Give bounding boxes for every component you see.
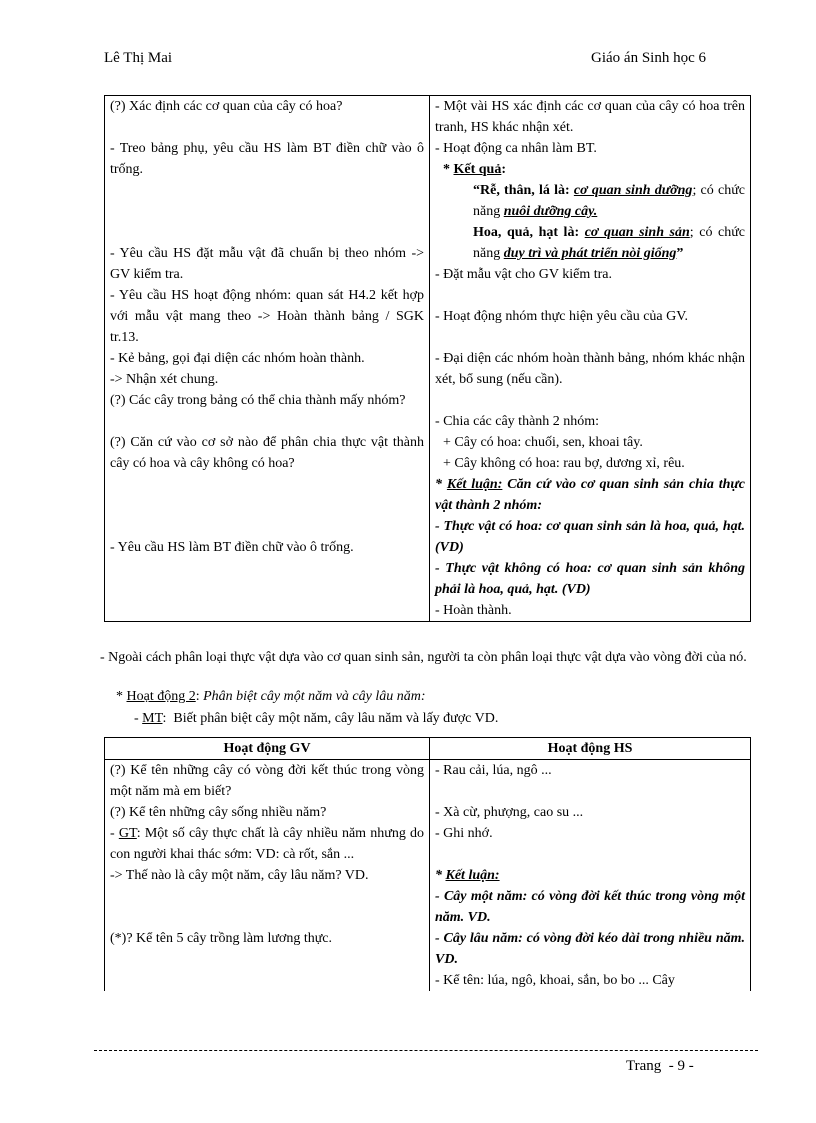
gv-gt: - GT: Một số cây thực chất là cây nhiều năm nhưng do con người khai thác sớm: VD: cà rốt, sắn ... bbox=[110, 826, 424, 862]
gv-q4: (*)? Kể tên 5 cây trồng làm lương thực. bbox=[110, 931, 333, 946]
gv-question-groups: (?) Các cây trong bảng có thể chia thành mấy nhóm? bbox=[110, 393, 406, 408]
hs-group: - Hoạt động nhóm thực hiện yêu cầu của GV. bbox=[435, 309, 689, 324]
column-header-hs: Hoạt động HS bbox=[430, 738, 751, 760]
hs-done: - Hoàn thành. bbox=[435, 603, 512, 618]
header-subject: Giáo án Sinh học 6 bbox=[591, 50, 706, 66]
hs-a1: - Rau cải, lúa, ngô ... bbox=[435, 763, 552, 778]
hs-conclusion-perennial: - Cây lâu năm: có vòng đời kéo dài trong nhiều năm. VD. bbox=[435, 931, 745, 967]
gv-question-organs: (?) Xác định các cơ quan của cây có hoa? bbox=[110, 99, 343, 114]
result-line-2: Hoa, quả, hạt là: cơ quan sinh sản; có chức năng duy trì và phát triển nòi giống” bbox=[473, 225, 746, 261]
hs-cell bbox=[430, 96, 751, 622]
hs-flower: + Cây có hoa: chuối, sen, khoai tây. bbox=[443, 435, 643, 450]
result-label: Kết quả bbox=[453, 162, 502, 177]
table-row bbox=[105, 96, 751, 622]
hs-a4: - Kể tên: lúa, ngô, khoai, sắn, bo bo ... Cây bbox=[435, 973, 675, 988]
gv-comment: -> Nhận xét chung. bbox=[110, 372, 219, 387]
gv-question-basis: (?) Căn cứ vào cơ sở nào để phân chia thực vật thành cây có hoa và cây không có hoa? bbox=[110, 435, 424, 471]
objective: - MT: Biết phân biệt cây một năm, cây lâu năm và lấy được VD. bbox=[134, 711, 499, 726]
hs-intro: - Một vài HS xác định các cơ quan của cây có hoa trên tranh, HS khác nhận xét. bbox=[435, 99, 745, 135]
paragraph-classification: - Ngoài cách phân loại thực vật dựa vào cơ quan sinh sản, người ta còn phân loại thực vật dựa vào vòng đời của nó. bbox=[100, 650, 747, 665]
hs-divide: - Chia các cây thành 2 nhóm: bbox=[435, 414, 600, 429]
footer-divider bbox=[94, 1050, 758, 1051]
activity-2-heading: * Hoạt động 2: Phân biệt cây một năm và cây lâu năm: bbox=[116, 689, 426, 704]
gv-cell-2 bbox=[105, 760, 430, 992]
gv-table-task: - Kẻ bảng, gọi đại diện các nhóm hoàn thành. bbox=[110, 351, 365, 366]
hs-cell-2 bbox=[430, 760, 751, 992]
gv-cell bbox=[105, 96, 430, 622]
page-number: Trang - 9 - bbox=[626, 1058, 694, 1074]
gv-fill-task: - Treo bảng phụ, yêu cầu HS làm BT điền chữ vào ô trống. bbox=[110, 141, 424, 177]
result-heading: * Kết quả: bbox=[443, 162, 507, 177]
column-header-gv: Hoạt động GV bbox=[105, 738, 430, 760]
hs-noflower: + Cây không có hoa: rau bợ, dương xỉ, rêu. bbox=[443, 456, 685, 471]
conclusion: * Kết luận: Căn cứ vào cơ quan sinh sản chia thực vật thành 2 nhóm: bbox=[435, 477, 746, 513]
activity-table-2 bbox=[104, 737, 751, 991]
gv-q3: -> Thế nào là cây một năm, cây lâu năm? VD. bbox=[110, 868, 369, 883]
table-row bbox=[105, 760, 751, 992]
table-header-row bbox=[105, 738, 751, 760]
conclusion-noflower: - Thực vật không có hoa: cơ quan sinh sản không phải là hoa, quả, hạt. (VD) bbox=[435, 561, 745, 597]
hs-conclusion-heading: * Kết luận: bbox=[435, 868, 500, 883]
hs-specimen: - Đặt mẫu vật cho GV kiểm tra. bbox=[435, 267, 613, 282]
hs-task: - Hoạt động ca nhân làm BT. bbox=[435, 141, 597, 156]
result-line-1: “Rễ, thân, lá là: cơ quan sinh dưỡng; có chức năng nuôi dưỡng cây. bbox=[473, 183, 745, 219]
hs-conclusion-annual: - Cây một năm: có vòng đời kết thúc trong vòng một năm. VD. bbox=[435, 889, 745, 925]
gv-q2: (?) Kể tên những cây sống nhiều năm? bbox=[110, 805, 327, 820]
gv-specimen: - Yêu cầu HS đặt mẫu vật đã chuẩn bị theo nhóm -> GV kiểm tra. bbox=[110, 246, 424, 282]
hs-a3: - Ghi nhớ. bbox=[435, 826, 493, 841]
hs-a2: - Xà cừ, phượng, cao su ... bbox=[435, 805, 584, 820]
gv-q1: (?) Kể tên những cây có vòng đời kết thúc trong vòng một năm mà em biết? bbox=[110, 763, 424, 799]
activity-table-1 bbox=[104, 95, 751, 622]
conclusion-flower: - Thực vật có hoa: cơ quan sinh sản là hoa, quả, hạt. (VD) bbox=[435, 519, 745, 555]
hs-table: - Đại diện các nhóm hoàn thành bảng, nhóm khác nhận xét, bổ sung (nếu cần). bbox=[435, 351, 745, 387]
header-author: Lê Thị Mai bbox=[104, 50, 173, 66]
gv-fill-task-2: - Yêu cầu HS làm BT điền chữ vào ô trống. bbox=[110, 540, 354, 555]
gv-group-task: - Yêu cầu HS hoạt động nhóm: quan sát H4.2 kết hợp với mẫu vật mang theo -> Hoàn thành bảng / SGK tr.13. bbox=[110, 288, 424, 345]
